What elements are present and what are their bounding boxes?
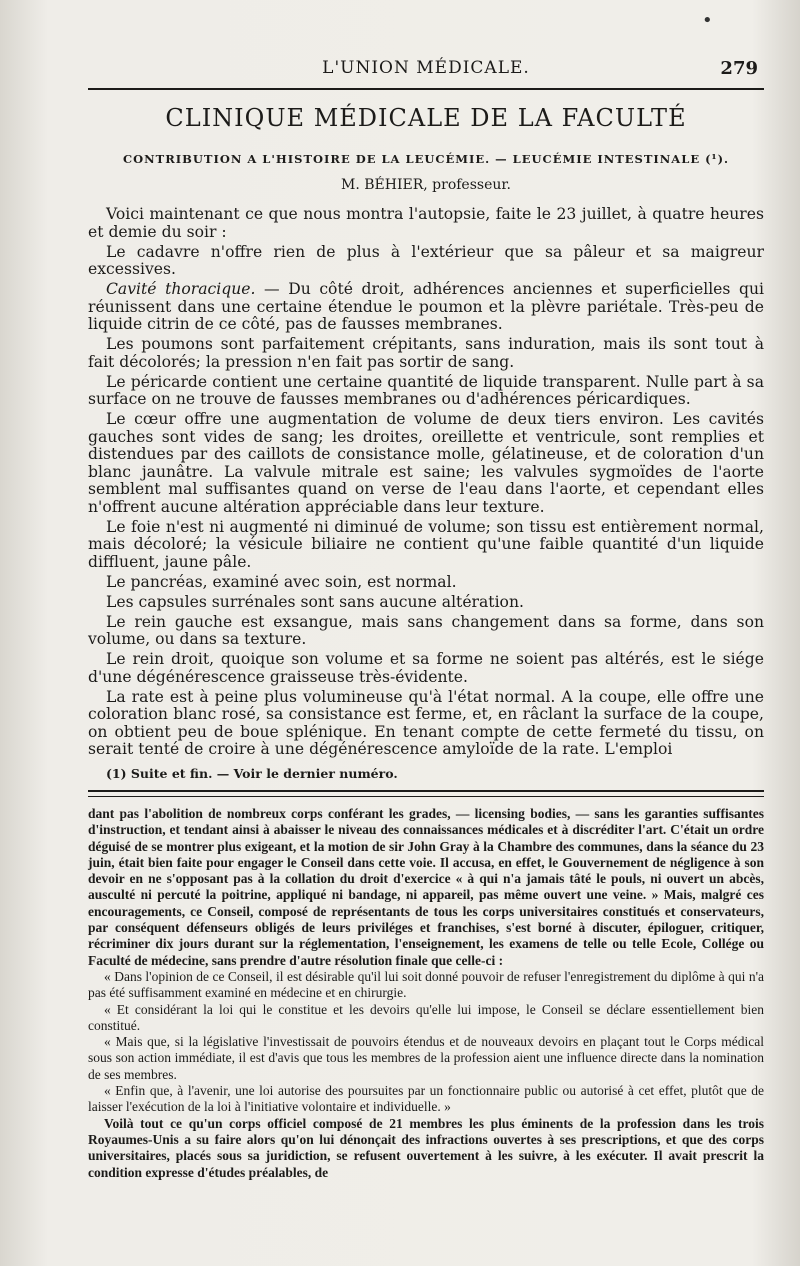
paragraph-text: — Du côté droit, adhérences anciennes et superficielles qui réunissent dans une certaine étendue le poumon et la plèvre pariétale. Très-peu de liquide citrin de ce côté, pas de fausses membranes. xyxy=(88,280,764,333)
paragraph: Le cœur offre une augmentation de volume de deux tiers environ. Les cavités gauches sont vides de sang; les droites, oreillette et ventricule, sont remplies et distendues par des caillots de consistance molle, gélatineuse, et de coloration d'un blanc jaunâtre. La valvule mitrale est saine; les valvules sygmoïdes de l'aorte semblent mal suffisantes quand on verse de l'eau dans l'aorte, et cependant elles n'offrent aucune altération appréciable dans leur texture. xyxy=(88,410,764,516)
section-divider xyxy=(88,790,764,797)
margin-mark: • xyxy=(702,10,713,31)
quote-paragraph: « Enfin que, à l'avenir, une loi autorise des poursuites par un fonctionnaire public ou autorisé à cet effet, plutôt que de laisser l'exécution de la loi à l'initiative volontaire et individuelle. » xyxy=(88,1083,764,1115)
header-rule xyxy=(88,88,764,90)
journal-title: L'UNION MÉDICALE. xyxy=(322,58,530,78)
paragraph: Voilà tout ce qu'un corps officiel composé de 21 membres les plus éminents de la profession dans les trois Royaumes-Unis a su faire alors qu'on lui dénonçait des infractions ouvertes à ses prescriptions, et que des corps universitaires, placés sous sa juridiction, se refusent ouvertement à les suivre, à les exécuter. Il avait prescrit la condition expresse d'études préalables, de xyxy=(88,1115,764,1180)
paragraph: La rate est à peine plus volumineuse qu'à l'état normal. A la coupe, elle offre une coloration blanc rosé, sa consistance est ferme, et, en râclant la surface de la coupe, on obtient peu de boue splénique. En tenant compte de cette fermeté du tissu, on serait tenté de croire à une dégénérescence amyloïde de la rate. L'emploi xyxy=(88,687,764,758)
paragraph: Les capsules surrénales sont sans aucune altération. xyxy=(106,592,524,611)
quote-paragraph: « Et considérant la loi qui le constitue et les devoirs qu'elle lui impose, le Conseil se déclare essentiellement bien constitué. xyxy=(88,1001,764,1033)
article-subtitle: CONTRIBUTION A L'HISTOIRE DE LA LEUCÉMIE. — LEUCÉMIE INTESTINALE (¹). xyxy=(122,152,730,166)
running-head xyxy=(88,58,764,86)
paragraph: Le rein gauche est exsangue, mais sans changement dans sa forme, dans son volume, ou dans sa texture. xyxy=(88,612,764,648)
article-body xyxy=(88,206,764,761)
paragraph: Le péricarde contient une certaine quantité de liquide transparent. Nulle part à sa surface on ne trouve de fausses membranes ou d'adhérences péricardiques. xyxy=(88,372,764,408)
paragraph: Le foie n'est ni augmenté ni diminué de volume; son tissu est entièrement normal, mais décoloré; la vésicule biliaire ne contient qu'une faible quantité d'un liquide diffluent, jaune pâle. xyxy=(88,517,764,571)
page-number: 279 xyxy=(720,58,758,79)
paragraph: dant pas l'abolition de nombreux corps conférant les grades, — licensing bodies, — sans les garanties suffisantes d'instruction, et tendant ainsi à abaisser le niveau des connaissances médicales et à discréditer l'art. C'était un ordre déguisé de se montrer plus exigeant, et la motion de sir John Gray à la Chambre des communes, dans la séance du 23 juin, était bien faite pour engager le Conseil dans cette voie. Il accusa, en effet, le Gouvernement de négligence à son devoir en ne s'opposant pas à la collation du droit d'exercice « à qui n'a jamais tâté le pouls, ni ouvert un abcès, ausculté ni percuté la poitrine, appliqué ni bandage, ni appareil, pas même ouvert une veine. » Mais, malgré ces encouragements, ce Conseil, composé de représentants de tous les corps universitaires constitués et conservateurs, par conséquent défenseurs obligés de leurs priviléges et franchises, s'est borné à discuter, épiloguer, critiquer, récriminer dix jours durant sur la réglementation, l'enseignement, les examens de telle ou telle Ecole, Collége ou Faculté de médecine, sans prendre d'autre résolution finale que celle-ci : xyxy=(88,806,764,968)
paragraph: Les poumons sont parfaitement crépitants, sans induration, mais ils sont tout à fait décolorés; la pression n'en fait pas sortir de sang. xyxy=(88,335,764,371)
paragraph: Voici maintenant ce que nous montra l'autopsie, faite le 23 juillet, à quatre heures et demie du soir : xyxy=(88,205,764,241)
quote-paragraph: « Mais que, si la législative l'investissait de pouvoirs étendus et de nouveaux devoirs en plaçant tout le Corps médical sous son action immédiate, il est d'avis que tous les membres de la profession aient une influence directe dans la nomination de ses membres. xyxy=(88,1034,764,1082)
paragraph: Le pancréas, examiné avec soin, est normal. xyxy=(106,572,457,591)
paragraph: Le rein droit, quoique son volume et sa forme ne soient pas altérés, est le siége d'une dégénérescence graisseuse très-évidente. xyxy=(88,650,764,686)
footnote: (1) Suite et fin. — Voir le dernier numéro. xyxy=(106,766,398,781)
paragraph xyxy=(88,281,764,334)
section-title: CLINIQUE MÉDICALE DE LA FACULTÉ xyxy=(165,104,687,132)
paragraph: Le cadavre n'offre rien de plus à l'extérieur que sa pâleur et sa maigreur excessives. xyxy=(88,242,764,278)
italic-lead: Cavité thoracique. xyxy=(106,280,256,298)
quote-paragraph: « Dans l'opinion de ce Conseil, il est désirable qu'il lui soit donné pouvoir de refuser l'enregistrement du diplôme à qui n'a pas été suffisamment examiné en médecine et en chirurgie. xyxy=(88,968,764,1001)
second-article-body xyxy=(88,806,764,1181)
byline: M. BÉHIER, professeur. xyxy=(341,177,511,193)
